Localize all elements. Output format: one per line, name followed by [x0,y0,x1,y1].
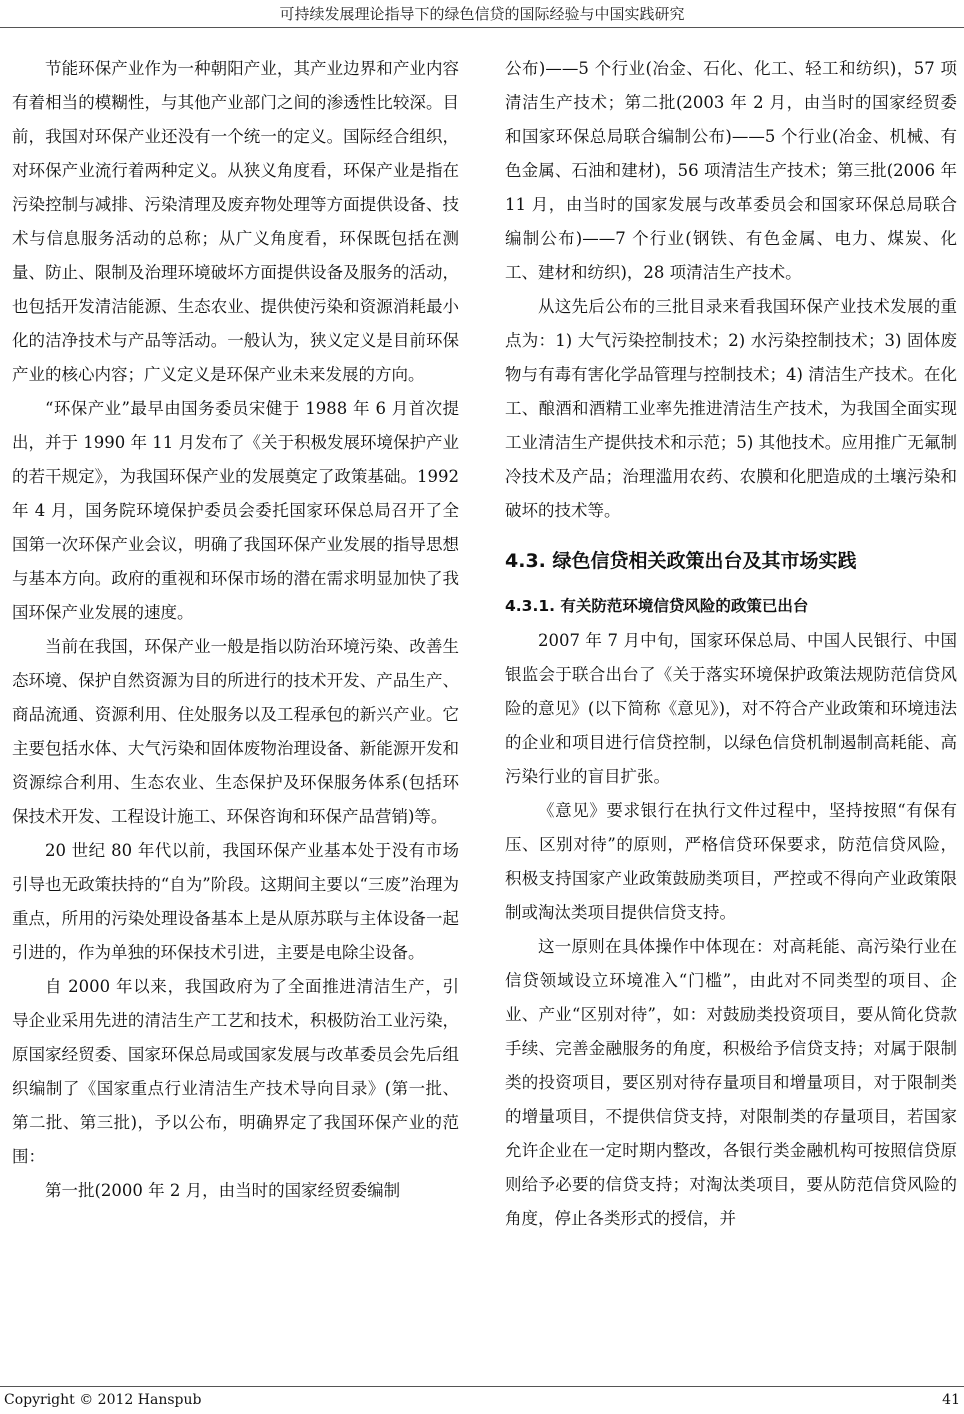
body-paragraph: 2007 年 7 月中旬，国家环保总局、中国人民银行、中国银监会于联合出台了《关于落实环境保护政策法规防范信贷风险的意见》(以下简称《意见》)，对不符合产业政策和环境违法的企业和项目进行信贷控制，以绿色信贷机制遏制高耗能、高污染行业的盲目扩张。 [505,631,957,786]
header-rule [0,27,964,28]
running-header: 可持续发展理论指导下的绿色信贷的国际经验与中国实践研究 [279,5,685,23]
subsection-heading: 4.3.1. 有关防范环境信贷风险的政策已出台 [505,597,809,615]
left-column [12,52,459,1208]
body-paragraph: “环保产业”最早由国务委员宋健于 1988 年 6 月首次提出，并于 1990 年 11 月发布了《关于积极发展环境保护产业的若干规定》，为我国环保产业的发展奠定了政策基础。1992 年 4 月，国务院环境保护委员会委托国家环保总局召开了全国第一次环保产业会议，明确了我国环保产业发展的指导思想与基本方向。政府的重视和环保市场的潜在需求明显加快了我国环保产业发展的速度。 [12,399,459,622]
body-paragraph: 这一原则在具体操作中体现在：对高耗能、高污染行业在信贷领域设立环境准入“门槛”，由此对不同类型的项目、企业、产业“区别对待”，如：对鼓励类投资项目，要从简化贷款手续、完善金融服务的角度，积极给予信贷支持；对属于限制类的投资项目，要区别对待存量项目和增量项目，对于限制类的增量项目，不提供信贷支持，对限制类的存量项目，若国家允许企业在一定时期内整改，各银行类金融机构可按照信贷原则给予必要的信贷支持；对淘汰类项目，要从防范信贷风险的角度，停止各类形式的授信，并 [505,937,957,1228]
body-paragraph: 《意见》要求银行在执行文件过程中，坚持按照“有保有压、区别对待”的原则，严格信贷环保要求，防范信贷风险，积极支持国家产业政策鼓励类项目，严控或不得向产业政策限制或淘汰类项目提供信贷支持。 [505,801,957,922]
section-heading: 4.3. 绿色信贷相关政策出台及其市场实践 [505,550,857,572]
footer-rule [0,1386,964,1387]
right-column [505,52,957,1236]
body-paragraph-continuation: 公布)——5 个行业(冶金、石化、化工、轻工和纺织)，57 项清洁生产技术；第二批(2003 年 2 月，由当时的国家经贸委和国家环保总局联合编制公布)——5 个行业(冶金、机械、有色金属、石油和建材)，56 项清洁生产技术；第三批(2006 年 11 月，由当时的国家发展与改革委员会和国家环保总局联合编制公布)——7 个行业(钢铁、有色金属、电力、煤炭、化工、建材和纺织)，28 项清洁生产技术。 [505,59,957,282]
body-paragraph: 节能环保产业作为一种朝阳产业，其产业边界和产业内容有着相当的模糊性，与其他产业部门之间的渗透性比较深。目前，我国对环保产业还没有一个统一的定义。国际经合组织，对环保产业流行着两种定义。从狭义角度看，环保产业是指在污染控制与减排、污染清理及废弃物处理等方面提供设备、技术与信息服务活动的总称；从广义角度看，环保既包括在测量、防止、限制及治理环境破坏方面提供设备及服务的活动，也包括开发清洁能源、生态农业、提供使污染和资源消耗最小化的洁净技术与产品等活动。一般认为，狭义定义是目前环保产业的核心内容；广义定义是环保产业未来发展的方向。 [12,59,459,384]
body-paragraph: 当前在我国，环保产业一般是指以防治环境污染、改善生态环境、保护自然资源为目的所进行的技术开发、产品生产、商品流通、资源利用、住处服务以及工程承包的新兴产业。它主要包括水体、大气污染和固体废物治理设备、新能源开发和资源综合利用、生态农业、生态保护及环保服务体系(包括环保技术开发、工程设计施工、环保咨询和环保产品营销)等。 [12,637,459,826]
body-paragraph: 第一批(2000 年 2 月，由当时的国家经贸委编制 [45,1181,401,1200]
body-paragraph: 20 世纪 80 年代以前，我国环保产业基本处于没有市场引导也无政策扶持的“自为”阶段。这期间主要以“三废”治理为重点，所用的污染处理设备基本上是从原苏联与主体设备一起引进的，作为单独的环保技术引进，主要是电除尘设备。 [12,841,459,962]
body-paragraph: 从这先后公布的三批目录来看我国环保产业技术发展的重点为：1) 大气污染控制技术；2) 水污染控制技术；3) 固体废物与有毒有害化学品管理与控制技术；4) 清洁生产技术。在化工、酿酒和酒精工业率先推进清洁生产技术，为我国全面实现工业清洁生产提供技术和示范；5) 其他技术。应用推广无氟制冷技术及产品；治理滥用农药、农膜和化肥造成的土壤污染和破坏的技术等。 [505,297,957,520]
page-number: 41 [942,1392,960,1408]
body-paragraph: 自 2000 年以来，我国政府为了全面推进清洁生产，引导企业采用先进的清洁生产工艺和技术，积极防治工业污染，原国家经贸委、国家环保总局或国家发展与改革委员会先后组织编制了《国家重点行业清洁生产技术导向目录》(第一批、第二批、第三批)，予以公布，明确界定了我国环保产业的范围： [12,977,459,1166]
copyright-text: Copyright © 2012 Hanspub [4,1392,202,1408]
